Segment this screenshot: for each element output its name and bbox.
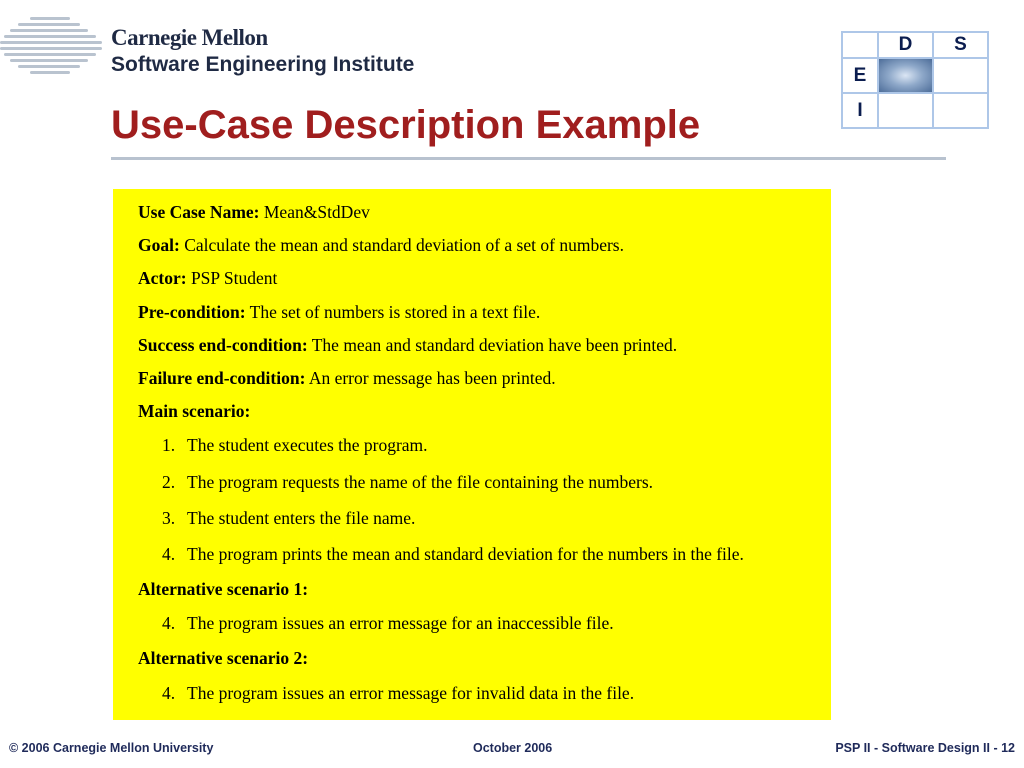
logo-university-name: Carnegie Mellon (111, 25, 268, 50)
main-scenario-steps (138, 434, 813, 566)
actor-value: PSP Student (186, 268, 278, 289)
step-number: 3. (162, 507, 176, 528)
step-text: The program issues an error message for invalid data in the file. (187, 682, 635, 703)
step-text: The student enters the file name. (187, 507, 416, 528)
logo-institute-name: Software Engineering Institute (111, 53, 415, 76)
alternative-scenario-1-steps (138, 612, 813, 635)
alternative-scenario-2-heading: Alternative scenario 2: (138, 648, 309, 669)
step-text: The student executes the program. (187, 435, 428, 456)
grid-cell-e-s (933, 58, 988, 93)
list-item (138, 612, 813, 635)
footer-copyright: © 2006 Carnegie Mellon University (9, 741, 214, 755)
footer-date: October 2006 (473, 741, 553, 755)
actor-label: Actor: (138, 268, 187, 289)
main-scenario-heading: Main scenario: (138, 401, 251, 422)
failure-condition-line (138, 368, 813, 388)
use-case-name-label: Use Case Name: (138, 202, 260, 222)
goal-line (138, 235, 813, 255)
sei-logo (0, 14, 460, 84)
goal-value: Calculate the mean and standard deviation of a set of numbers. (179, 235, 624, 256)
goal-label: Goal: (138, 235, 180, 256)
list-item (138, 471, 813, 494)
grid-header-d: D (878, 32, 933, 58)
footer-page-number: PSP II - Software Design II - 12 (835, 741, 1015, 755)
dsei-grid (841, 31, 989, 129)
alternative-scenario-1-heading: Alternative scenario 1: (138, 579, 309, 600)
step-text: The program requests the name of the file containing the numbers. (187, 471, 654, 492)
step-text: The program issues an error message for an inaccessible file. (187, 613, 614, 634)
precondition-label: Pre-condition: (138, 301, 246, 322)
step-number: 4. (162, 682, 176, 703)
cmu-stripes-icon (0, 16, 106, 78)
failure-condition-label: Failure end-condition: (138, 367, 306, 388)
title-divider (111, 157, 946, 160)
list-item (138, 507, 813, 530)
actor-line (138, 268, 813, 288)
grid-cell-i-s (933, 93, 988, 128)
success-condition-label: Success end-condition: (138, 334, 308, 355)
grid-header-s: S (933, 32, 988, 58)
page-title: Use-Case Description Example (111, 103, 701, 147)
grid-cell-e-d-highlighted (878, 58, 933, 93)
precondition-value: The set of numbers is stored in a text file. (245, 301, 541, 322)
use-case-name-value: Mean&StdDev (259, 202, 370, 222)
grid-corner-cell (842, 32, 878, 58)
use-case-description-box (113, 189, 831, 720)
alternative-scenario-2-steps (138, 682, 813, 705)
list-item (138, 543, 813, 566)
list-item (138, 434, 813, 457)
precondition-line (138, 302, 813, 322)
grid-row-i: I (842, 93, 878, 128)
use-case-name-line (138, 202, 813, 222)
step-number: 1. (162, 435, 176, 456)
list-item (138, 682, 813, 705)
failure-condition-value: An error message has been printed. (305, 367, 556, 388)
grid-row-e: E (842, 58, 878, 93)
success-condition-line (138, 335, 813, 355)
step-number: 4. (162, 613, 176, 634)
step-text: The program prints the mean and standard deviation for the numbers in the file. (187, 543, 744, 564)
step-number: 4. (162, 543, 176, 564)
grid-cell-i-d (878, 93, 933, 128)
success-condition-value: The mean and standard deviation have been printed. (307, 334, 678, 355)
step-number: 2. (162, 471, 176, 492)
